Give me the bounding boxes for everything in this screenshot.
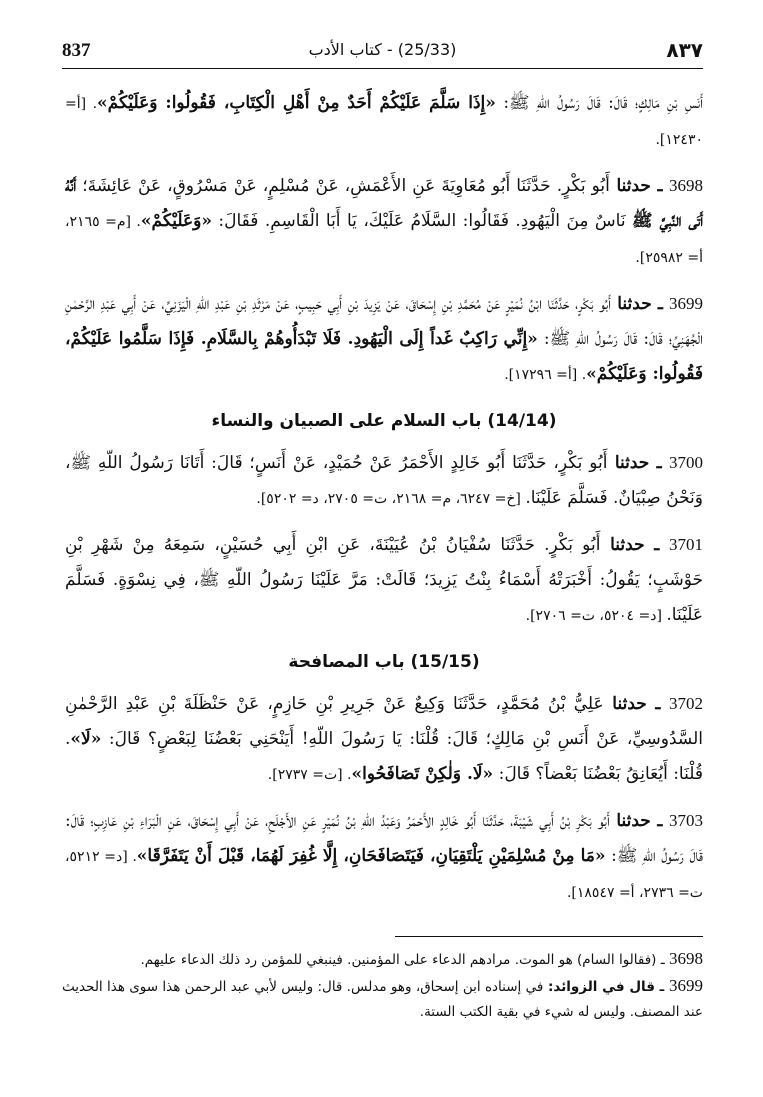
hadith-text: «إِنِّي رَاكِبٌ غَداً إِلَى الْيَهُودِ. فَلَا تَبْدَأُوهُمْ بِالسَّلَامِ. فَإِذَا سَلَّمُوا عَلَيْكُمْ، فَقُولُوا: وَعَلَيْكُمْ»: [65, 329, 703, 384]
reference: [خ= ٦٢٤٧، م= ٢١٦٨، ت= ٢٧٠٥، د= ٥٢٠٢].: [256, 491, 526, 507]
footnote-3698: [62, 946, 703, 973]
chapter-heading-15: (15/15) باب المصافحة: [288, 652, 480, 672]
text: أَبُو بَكْرِ بْنُ أَبِي شَيْبَةَ، حَدَّثَنَا أَبُو خَالِدٍ الأَحْمَرُ وَعَبْدُ اللّهِ بْنُ نُمَيْرٍ عَنِ الأَجْلَحِ، عَنْ أَبِي إِسْحَاقَ، عَنِ الْبَرَاءِ بْنِ عَازِبٍ؛ قَالَ: قَالَ رَسُولُ اللّهِ ﷺ:: [65, 811, 703, 866]
hadith-text: «مَا مِنْ مُسْلِمَيْنِ يَلْتَقِيَانِ، فَيَتَصَافَحَانِ، إِلَّا غُفِرَ لَهُمَا، قَبْلَ أَنْ يَتَفَرَّقَا»: [136, 846, 606, 866]
reference: [د= ٥٢٠٤، ت= ٢٧٠٦].: [525, 608, 667, 624]
reference: . [م= ٢١٦٥، أ= ٢٥٩٨٢].: [65, 214, 703, 266]
text: عَلِيُّ بْنُ مُحَمَّدٍ، حَدَّثَنَا وَكِيعٌ عَنْ جَرِيرِ بْنِ حَازِمٍ، عَنْ حَنْظَلَةَ بْنِ عَبْدِ الرَّحْمٰنِ السَّدُوسِيِّ، عَنْ أَنَسِ بْنِ مَالِكٍ؛ قَالَ: قُلْنَا: يَا رَسُولَ اللّهِ! أَيَنْحَنِي بَعْضُنَا لِبَعْضٍ؟ قَالَ:: [65, 694, 703, 749]
page-header: [62, 36, 703, 76]
footnote-3699: [62, 973, 703, 1025]
hadith-number: 3700: [669, 453, 704, 472]
hadith-number: 3699: [669, 294, 703, 313]
footnote-number: 3699: [669, 976, 703, 995]
hadith-number: 3703: [669, 811, 703, 830]
footnote-lead: ـ قال في الزوائد:: [543, 979, 669, 995]
hadith-number: 3701: [669, 535, 703, 554]
hadith-text: «وَعَلَيْكُمْ»: [140, 211, 212, 231]
hadith-3703: [65, 803, 703, 911]
text: نَاسٌ مِنَ الْيَهُودِ. فَقَالُوا: السَّلَامُ عَلَيْكَ، يَا أَبَا الْقَاسِمِ. فَقَالَ:: [211, 211, 633, 231]
hadith-lead: ـ حدثنا: [607, 453, 670, 473]
reference: . [أ= ١٢٤٣٠].: [65, 96, 703, 148]
hadith-lead: ـ حدثنا: [611, 294, 669, 314]
footnotes: [62, 946, 703, 1025]
hadith-3699: [65, 286, 703, 393]
hadith-lead: ـ حدثنا: [609, 811, 669, 831]
text: أَبُو بَكْرٍ. حَدَّثَنَا سُفْيَانُ بْنُ عُيَيْنَةَ، عَنِ ابْنِ أَبِي حُسَيْنٍ، سَمِعَهُ مِنْ شَهْرِ بْنِ حَوْشَبٍ؛ يَقُولُ: أَخْبَرَتْهُ أَسْمَاءُ بِنْتُ يَزِيدَ؛ قَالَتْ: مَرَّ عَلَيْنَا رَسُولُ اللّهِ ﷺ، فِي نِسْوَةٍ. فَسَلَّمَ عَلَيْنَا.: [65, 535, 703, 625]
text: . قُلْنَا: أَيُعَانِقُ بَعْضُنَا بَعْضاً؟ قَالَ:: [65, 729, 703, 784]
hadith-3702: [65, 686, 703, 793]
hadith-text: «لَا. وَلٰكِنْ تَصَافَحُوا»: [351, 764, 494, 784]
hadith-number: 3702: [668, 694, 703, 713]
paragraph-continuation: [65, 86, 703, 158]
footnote-text: ـ (فقالوا السام) هو الموت. مرادهم الدعاء على المؤمنين. فينبغي للمؤمن رد ذلك الدعاء عليهم.: [140, 952, 669, 968]
text: أَبُو بَكْرٍ. حَدَّثَنَا أَبُو مُعَاوِيَةَ عَنِ الأَعْمَشِ، عَنْ مُسْلِمٍ، عَنْ مَسْرُوقٍ، عَنْ عَائِشَةَ؛: [76, 176, 610, 196]
hadith-number: 3698: [669, 176, 703, 195]
reference: . [أ= ١٧٢٩٦].: [504, 367, 587, 383]
hadith-3700: [65, 445, 703, 517]
hadith-text: «لَا»: [70, 729, 102, 749]
page-number-latin: 837: [62, 40, 91, 61]
hadith-3698: [65, 168, 703, 276]
footnote-number: 3698: [669, 949, 703, 968]
hadith-lead: ـ حدثنا: [609, 176, 669, 196]
text: أَبُو بَكْرٍ، حَدَّثَنَا أَبُو خَالِدٍ الأَحْمَرُ عَنْ حُمَيْدٍ، عَنْ أَنَسٍ؛ قَالَ: أَتَانَا رَسُولُ اللّهِ ﷺ، وَنَحْنُ صِبْيَانٌ. فَسَلَّمَ عَلَيْنَا.: [65, 453, 703, 508]
hadith-lead: ـ حدثنا: [603, 694, 669, 714]
text: أَبُو بَكْرٍ، حَدَّثَنَا ابْنُ نُمَيْرٍ عَنْ مُحَمَّدِ بْنِ إِسْحَاقَ، عَنْ يَزِيدَ بْنِ أَبِي حَبِيبٍ، عَنْ مَرْثَدِ بْنِ عَبْدِ اللّهِ الْيَزَنِيِّ، عَنْ أَبِي عَبْدِ الرَّحْمٰنِ الْجُهَنِيِّ؛ قَالَ: قَالَ رَسُولُ اللّهِ ﷺ:: [65, 294, 703, 349]
reference: . [ت= ٢٧٣٧].: [267, 767, 352, 783]
chapter-heading-14: (14/14) باب السلام على الصبيان والنساء: [211, 411, 557, 431]
hadith-lead: ـ حدثنا: [600, 535, 669, 555]
hadith-3701: [65, 527, 703, 634]
main-text: [65, 86, 703, 921]
footnote-rule: [395, 936, 703, 937]
footnote-text: في إسناده ابن إسحاق، وهو مدلس. قال: وليس لأبي عبد الرحمن هذا سوى هذا الحديث عند المصنف. وليس له شيء في بقية الكتب الستة.: [62, 979, 703, 1020]
running-title: (25/33) - كتاب الأدب: [308, 40, 457, 59]
reference: . [د= ٥٢١٢، ت= ٢٧٣٦، أ= ١٨٥٤٧].: [65, 849, 703, 901]
header-rule: [62, 68, 703, 69]
page-number-arabic: ٨٣٧: [666, 38, 703, 62]
text: أَنَسِ بْنِ مَالِكٍ؛ قَالَ: قَالَ رَسُولُ اللّهِ ﷺ:: [495, 93, 704, 113]
hadith-text: «إِذَا سَلَّمَ عَلَيْكُمْ أَحَدٌ مِنْ أَهْلِ الْكِتَابِ، فَقُولُوا: وَعَلَيْكُمْ»: [97, 93, 496, 113]
hadith-text: أَنَّهُ أَتَى النَّبِيَّ ﷺ: [65, 176, 703, 231]
